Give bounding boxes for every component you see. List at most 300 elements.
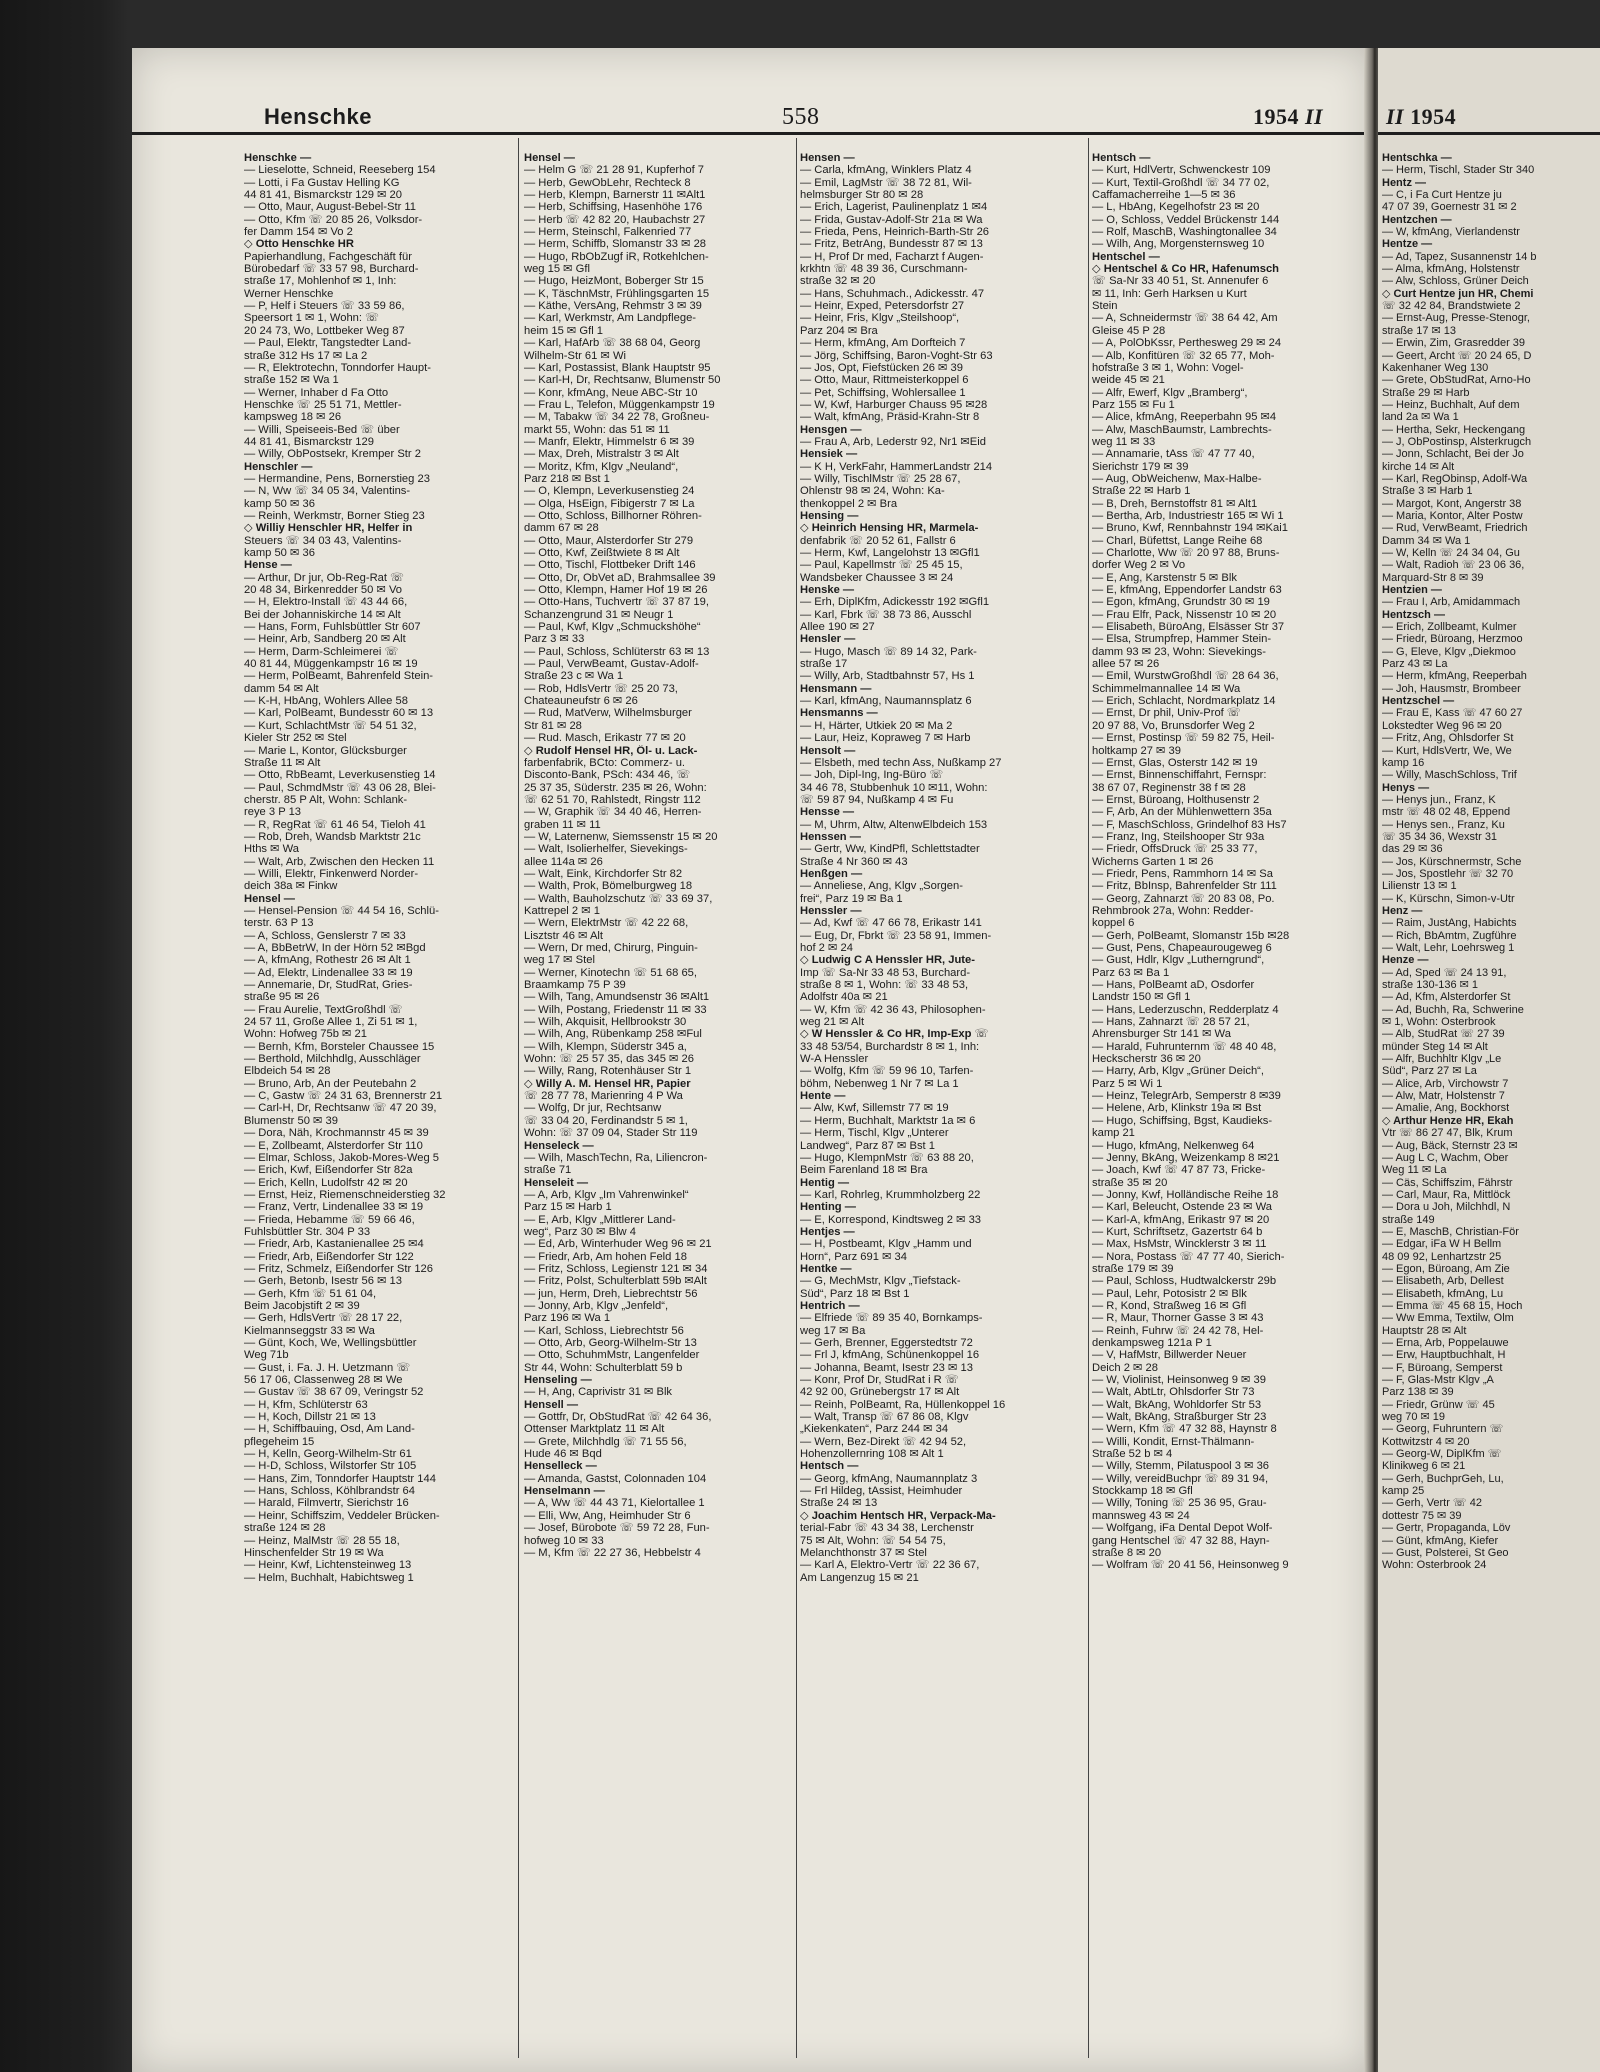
- directory-entry: — Ed, Arb, Winterhuder Weg 96 ✉ 21: [524, 1238, 712, 1251]
- directory-entry: — Wolfram ☏ 20 41 56, Heinsonweg 9: [1092, 1559, 1289, 1572]
- directory-entry: — R, Maur, Thorner Gasse 3 ✉ 43: [1092, 1312, 1264, 1325]
- directory-entry: — Hugo, RbObZugf iR, Rotkehlchen-: [524, 250, 709, 263]
- directory-entry: — Jos, Spostlehr ☏ 32 70: [1382, 867, 1514, 880]
- directory-entry: Lokstedter Weg 96 ✉ 20: [1382, 719, 1502, 732]
- directory-entry: denkampsweg 121a P 1: [1092, 1337, 1212, 1349]
- directory-entry: kamp 16: [1382, 756, 1425, 769]
- directory-entry: dorfer Weg 2 ✉ Vo: [1092, 559, 1186, 572]
- directory-entry: — Alice, Arb, Virchowstr 7: [1382, 1077, 1509, 1090]
- directory-entry: — Gerh, Brenner, Eggerstedtstr 72: [800, 1337, 973, 1349]
- directory-entry: — Wilh, Tang, Amundsenstr 36 ✉Alt1: [524, 991, 710, 1004]
- directory-entry: — Reinh, Fuhrw ☏ 24 42 78, Hel-: [1092, 1324, 1264, 1337]
- directory-entry: — Edgar, iFa W H Bellm: [1382, 1238, 1502, 1251]
- directory-entry: Straße 52 b ✉ 4: [1092, 1448, 1173, 1461]
- directory-entry: Landweg“, Parz 87 ✉ Bst 1: [800, 1139, 935, 1152]
- directory-entry: — Jenny, BkAng, Weizenkamp 8 ✉21: [1092, 1151, 1280, 1164]
- directory-entry: Vtr ☏ 86 27 47, Blk, Krum: [1382, 1127, 1513, 1140]
- directory-entry: — G, MechMstr, Klgv „Tiefstack-: [800, 1275, 961, 1288]
- directory-entry: — Otto, RbBeamt, Leverkusenstieg 14: [244, 769, 436, 782]
- directory-entry: Wohn: Osterbrook 24: [1382, 1559, 1487, 1572]
- directory-heading: ◇ Williy Henschler HR, Helfer in: [244, 522, 413, 535]
- directory-entry: — Fritz, Ang, Ohlsdorfer St: [1382, 732, 1514, 745]
- directory-entry: — W, kfmAng, Vierlandenstr: [1382, 226, 1520, 239]
- directory-entry: ☏ 35 34 36, Wexstr 31: [1382, 830, 1498, 843]
- directory-entry: — Gertr, Propaganda, Löv: [1382, 1522, 1511, 1535]
- directory-entry: — Georg, kfmAng, Naumannplatz 3: [800, 1472, 978, 1485]
- directory-entry: — Alw, MaschBaumstr, Lambrechts-: [1092, 423, 1272, 436]
- directory-heading: Hensiek —: [800, 448, 858, 461]
- directory-entry: — Alice, kfmAng, Reeperbahn 95 ✉4: [1092, 411, 1277, 424]
- directory-entry: — Paul, VerwBeamt, Gustav-Adolf-: [524, 658, 699, 671]
- directory-entry: — J, ObPostinsp, Alsterkrugch: [1382, 435, 1532, 448]
- directory-entry: — A, Schneidermstr ☏ 38 64 42, Am: [1092, 312, 1278, 325]
- directory-entry: weg“, Parz 30 ✉ Blw 4: [524, 1225, 636, 1238]
- directory-entry: Parz 63 ✉ Ba 1: [1092, 966, 1170, 979]
- directory-heading: Hentsch —: [1092, 152, 1151, 164]
- directory-entry: — M, Tabakw ☏ 34 22 78, Großneu-: [524, 411, 710, 424]
- directory-entry: — Fritz, Schmelz, Eißendorfer Str 126: [244, 1262, 434, 1275]
- directory-entry: — Erich, Schlacht, Nordmarkplatz 14: [1092, 695, 1276, 708]
- directory-entry: — Egon, kfmAng, Grundstr 30 ✉ 19: [1092, 596, 1270, 609]
- directory-entry: weide 45 ✉ 21: [1092, 374, 1165, 387]
- directory-entry: kamp 50 ✉ 36: [244, 547, 315, 559]
- directory-entry: — Laur, Heiz, Kopraweg 7 ✉ Harb: [800, 732, 971, 745]
- header-rule: [132, 132, 1364, 135]
- directory-heading: Hense —: [244, 559, 292, 572]
- directory-entry: 34 46 78, Stubbenhuk 10 ✉11, Wohn:: [800, 781, 988, 794]
- directory-entry: Werner Henschke: [244, 287, 334, 300]
- directory-entry: — Paul, Lehr, Potosistr 2 ✉ Blk: [1092, 1287, 1247, 1300]
- directory-entry: — K, TäschnMstr, Frühlingsgarten 15: [524, 287, 710, 300]
- directory-heading: Hentrich —: [800, 1299, 860, 1312]
- directory-entry: — R, Elektrotechn, Tonndorfer Haupt-: [244, 361, 431, 374]
- directory-entry: 24 57 11, Große Allee 1, Zi 51 ✉ 1,: [244, 1016, 418, 1029]
- directory-entry: — Willi, Kondit, Ernst-Thälmann-: [1092, 1435, 1255, 1448]
- directory-entry: farbenfabrik, BCto: Commerz- u.: [524, 756, 686, 769]
- directory-entry: — Willy, Rang, Rotenhäuser Str 1: [524, 1065, 692, 1078]
- directory-entry: Fuhlsbüttler Str. 304 P 33: [244, 1225, 371, 1238]
- directory-entry: damm 67 ✉ 28: [524, 522, 599, 535]
- directory-entry: Wohn: ☏ 25 57 35, das 345 ✉ 26: [524, 1053, 694, 1066]
- directory-entry: — Raim, JustAng, Habichts: [1382, 917, 1517, 930]
- directory-entry: — Elsa, Strumpfrep, Hammer Stein-: [1092, 633, 1272, 646]
- directory-entry: — Lotti, i Fa Gustav Helling KG: [244, 176, 400, 189]
- directory-entry: — Gerh, Betonb, Isestr 56 ✉ 13: [244, 1275, 402, 1288]
- directory-entry: — Moritz, Kfm, Klgv „Neuland“,: [524, 460, 679, 473]
- directory-entry: — Walt, Arb, Zwischen den Hecken 11: [244, 855, 435, 868]
- directory-entry: — Willy, Stemm, Pilatuspool 3 ✉ 36: [1092, 1460, 1270, 1473]
- directory-entry: — Amanda, Gastst, Colonnaden 104: [524, 1472, 707, 1485]
- directory-entry: Schimmelmannallee 14 ✉ Wa: [1092, 682, 1241, 695]
- directory-entry: — A, kfmAng, Rothestr 26 ✉ Alt 1: [244, 954, 411, 967]
- directory-entry: — Jonny, Kwf, Holländische Reihe 18: [1092, 1188, 1279, 1201]
- directory-entry: weg 17 ✉ Stel: [524, 954, 595, 967]
- directory-entry: — Ernst, Büroang, Holthusenstr 2: [1092, 793, 1260, 806]
- directory-entry: straße 179 ✉ 39: [1092, 1262, 1174, 1275]
- directory-entry: — E, MaschB, Christian-För: [1382, 1225, 1519, 1238]
- directory-entry: — Karl, Schloss, Liebrechtstr 56: [524, 1324, 684, 1337]
- directory-entry: straße 17: [800, 658, 848, 671]
- directory-entry: — Fritz, BetrAng, Bundesstr 87 ✉ 13: [800, 238, 983, 251]
- directory-entry: — Frau Aurelie, TextGroßhdl ☏: [244, 1003, 403, 1016]
- directory-heading: ◇ Joachim Hentsch HR, Verpack-Ma-: [800, 1509, 996, 1522]
- directory-entry: — Walt, Lehr, Loehrsweg 1: [1382, 942, 1515, 954]
- directory-entry: straße 71: [524, 1164, 572, 1177]
- directory-entry: — Erich, Lagerist, Paulinenplatz 1 ✉4: [800, 201, 988, 214]
- directory-entry: — W, Kwf, Harburger Chauss 95 ✉28: [800, 398, 988, 411]
- directory-entry: — Frieda, Pens, Heinrich-Barth-Str 26: [800, 226, 990, 239]
- directory-heading: Henselleck —: [524, 1460, 597, 1473]
- directory-entry: — C, Gastw ☏ 24 31 63, Brennerstr 21: [244, 1090, 443, 1103]
- directory-entry: — Charl, Büfettst, Lange Reihe 68: [1092, 534, 1263, 547]
- directory-entry: — Pet, Schiffsing, Wohlersallee 1: [800, 386, 966, 399]
- directory-entry: — Frl Hildeg, tAssist, Heimhuder: [800, 1485, 963, 1498]
- directory-entry: — Ad, Buchh, Ra, Schwerine: [1382, 1003, 1524, 1016]
- directory-entry: — Herm, Steinschl, Falkenried 77: [524, 226, 692, 239]
- directory-entry: — Reinh, Werkmstr, Borner Stieg 23: [244, 509, 425, 522]
- directory-entry: — Frau L, Telefon, Müggenkampstr 19: [524, 398, 715, 411]
- directory-entry: heim 15 ✉ Gfl 1: [524, 324, 604, 337]
- directory-entry: — Bernh, Kfm, Borsteler Chaussee 15: [244, 1040, 435, 1053]
- directory-entry: — Hans, Schuhmach., Adickesstr. 47: [800, 287, 985, 300]
- directory-entry: — Max, Dreh, Mistralstr 3 ✉ Alt: [524, 448, 679, 461]
- directory-entry: graben 11 ✉ 11: [524, 818, 601, 831]
- directory-entry: — Frieda, Hebamme ☏ 59 66 46,: [244, 1213, 415, 1226]
- directory-entry: — Ad, Kfm, Alsterdorfer St: [1382, 991, 1511, 1004]
- directory-entry: — Hensel-Pension ☏ 44 54 16, Schlü-: [244, 904, 439, 917]
- directory-entry: straße 8 ✉ 20: [1092, 1546, 1162, 1559]
- directory-entry: — Herb, Klempn, Barnerstr 11 ✉Alt1: [524, 189, 706, 202]
- directory-entry: — Wern, Dr med, Chirurg, Pinguin-: [524, 942, 698, 954]
- directory-entry: — P, Helf i Steuers ☏ 33 59 86,: [244, 300, 405, 313]
- directory-entry: — Walt, kfmAng, Präsid-Krahn-Str 8: [800, 411, 980, 424]
- directory-entry: Straße 24 ✉ 13: [800, 1497, 878, 1510]
- directory-entry: — Karl, Werkmstr, Am Landpflege-: [524, 312, 697, 325]
- directory-entry: Straße 3 ✉ Harb 1: [1382, 485, 1473, 498]
- directory-heading: Henssler —: [800, 904, 862, 917]
- directory-entry: — Joh, Dipl-Ing, Ing-Büro ☏: [800, 769, 944, 782]
- directory-entry: ☏ 33 04 20, Ferdinandstr 5 ✉ 1,: [524, 1114, 688, 1127]
- directory-entry: „Kiekenkaten“, Parz 244 ✉ 34: [800, 1423, 949, 1436]
- directory-entry: — Otto, Dr, ObVet aD, Brahmsallee 39: [524, 571, 716, 584]
- directory-entry: land 2a ✉ Wa 1: [1382, 411, 1459, 424]
- directory-entry: — Frau I, Arb, Amidammach: [1382, 596, 1521, 609]
- directory-entry: — Herb ☏ 42 82 20, Haubachstr 27: [524, 213, 706, 226]
- directory-entry: Heckscherstr 36 ✉ 20: [1092, 1053, 1201, 1066]
- directory-entry: — Jos, Kürschnermstr, Sche: [1382, 855, 1522, 868]
- directory-entry: thenkoppel 2 ✉ Bra: [800, 497, 898, 510]
- directory-entry: — H, Prof Dr med, Facharzt f Augen-: [800, 250, 984, 263]
- directory-entry: — Wolfg, Kfm ☏ 59 96 10, Tarfen-: [800, 1065, 974, 1078]
- directory-entry: Caffamacherreihe 1—5 ✉ 36: [1092, 189, 1236, 202]
- directory-heading: ◇ Arthur Henze HR, Ekah: [1382, 1114, 1514, 1127]
- directory-entry: — H, Härter, Utkiek 20 ✉ Ma 2: [800, 719, 953, 732]
- directory-entry: — Harald, Fuhrunternm ☏ 48 40 48,: [1092, 1040, 1277, 1053]
- directory-entry: — Hans, Zim, Tonndorfer Hauptstr 144: [244, 1472, 436, 1485]
- directory-entry: — Emma ☏ 45 68 15, Hoch: [1382, 1299, 1523, 1312]
- directory-entry: — F, Glas-Mstr Klgv „A: [1382, 1374, 1494, 1387]
- directory-entry: — Paul, Kwf, Klgv „Schmuckshöhe“: [524, 621, 701, 634]
- directory-entry: — O, Schloss, Veddel Brückenstr 144: [1092, 213, 1280, 226]
- directory-entry: — Bruno, Arb, An der Peutebahn 2: [244, 1077, 417, 1090]
- directory-entry: straße 124 ✉ 28: [244, 1522, 326, 1535]
- directory-entry: straße 17, Mohlenhof ✉ 1, Inh:: [244, 275, 397, 288]
- directory-entry: — E, kfmAng, Eppendorfer Landstr 63: [1092, 584, 1282, 597]
- directory-entry: Parz 43 ✉ La: [1382, 658, 1448, 671]
- directory-entry: — Hertha, Sekr, Heckengang: [1382, 423, 1526, 436]
- directory-entry: — Gottfr, Dr, ObStudRat ☏ 42 64 36,: [524, 1411, 712, 1424]
- directory-entry: Speersort 1 ✉ 1, Wohn: ☏: [244, 312, 380, 325]
- directory-entry: terstr. 63 P 13: [244, 917, 314, 930]
- directory-entry: — Karl, HafArb ☏ 38 68 04, Georg: [524, 337, 701, 350]
- column-divider: [1088, 138, 1089, 2058]
- directory-entry: Imp ☏ Sa-Nr 33 48 53, Burchard-: [800, 966, 971, 979]
- directory-entry: — Frl J, kfmAng, Schünenkoppel 16: [800, 1349, 980, 1362]
- directory-entry: — Kurt, Textil-Großhdl ☏ 34 77 02,: [1092, 176, 1270, 189]
- directory-heading: Henßgen —: [800, 867, 863, 880]
- directory-entry: — Wilh, Postang, Friedenstr 11 ✉ 33: [524, 1003, 707, 1016]
- directory-entry: — Alw, Matr, Holstenstr 7: [1382, 1090, 1505, 1103]
- directory-entry: — Fritz, Schloss, Legienstr 121 ✉ 34: [524, 1262, 708, 1275]
- directory-entry: Hths ✉ Wa: [244, 843, 299, 856]
- directory-entry: cherstr. 85 P Alt, Wohn: Schlank-: [244, 793, 408, 806]
- facing-page-column: [1382, 152, 1600, 2052]
- directory-entry: deich 38a ✉ Finkw: [244, 880, 338, 893]
- directory-entry: — Paul, Schloss, Schlüterstr 63 ✉ 13: [524, 645, 710, 658]
- directory-entry: — Werner, Kinotechn ☏ 51 68 65,: [524, 966, 697, 979]
- directory-entry: — Helene, Arb, Klinkstr 19a ✉ Bst: [1092, 1102, 1262, 1115]
- directory-entry: — Walt, Transp ☏ 67 86 08, Klgv: [800, 1411, 969, 1424]
- directory-entry: — Otto, Klempn, Hamer Hof 19 ✉ 26: [524, 584, 708, 597]
- directory-entry: — W, Kelln ☏ 24 34 04, Gu: [1382, 547, 1520, 559]
- directory-entry: — Walt, Eink, Kirchdorfer Str 82: [524, 867, 683, 880]
- directory-entry: weg 11 ✉ 33: [1092, 435, 1156, 448]
- directory-entry: — Eug, Dr, Fbrkt ☏ 23 58 91, Immen-: [800, 929, 992, 942]
- directory-entry: — Walth, Prok, Bömelburgweg 18: [524, 880, 693, 893]
- directory-entry: — Herm, Darm-Schleimerei ☏: [244, 645, 399, 658]
- directory-entry: — Ernst, Postinsp ☏ 59 82 75, Heil-: [1092, 732, 1275, 745]
- directory-entry: münder Steg 14 ✉ Alt: [1382, 1040, 1488, 1053]
- directory-entry: — Helm G ☏ 21 28 91, Kupferhof 7: [524, 164, 705, 177]
- directory-entry: — B, Dreh, Bernstoffstr 81 ✉ Alt1: [1092, 497, 1258, 510]
- directory-entry: — Wern, ElektrMstr ☏ 42 22 68,: [524, 917, 689, 930]
- directory-entry: — Jonn, Schlacht, Bei der Jo: [1382, 448, 1524, 461]
- directory-entry: Süd“, Parz 18 ✉ Bst 1: [800, 1287, 910, 1300]
- directory-entry: Hinschenfelder Str 19 ✉ Wa: [244, 1546, 384, 1559]
- directory-heading: Henseleit —: [524, 1176, 589, 1189]
- directory-entry: Kakenhaner Weg 130: [1382, 361, 1489, 374]
- directory-entry: straße 17 ✉ 13: [1382, 324, 1457, 337]
- directory-entry: — Gust, Pens, Chapeaurougeweg 6: [1092, 942, 1272, 954]
- directory-entry: — G, Eleve, Klgv „Diekmoo: [1382, 645, 1516, 658]
- directory-entry: — Alfr, Buchhltr Klgv „Le: [1382, 1053, 1502, 1066]
- directory-entry: Bürobedarf ☏ 33 57 98, Burchard-: [244, 263, 419, 276]
- directory-entry: Schanzengrund 31 ✉ Neugr 1: [524, 608, 674, 621]
- directory-entry: — W, Graphik ☏ 34 40 46, Herren-: [524, 806, 702, 819]
- directory-entry: reye 3 P 13: [244, 806, 302, 819]
- directory-entry: Hauptstr 28 ✉ Alt: [1382, 1324, 1467, 1337]
- directory-entry: — Ad, Elektr, Lindenallee 33 ✉ 19: [244, 966, 413, 979]
- directory-entry: — Gerh, BuchprGeh, Lu,: [1382, 1472, 1504, 1485]
- directory-entry: straße 8 ✉ 1, Wohn: ☏ 33 48 53,: [800, 979, 969, 992]
- directory-entry: — Berthold, Milchhdlg, Ausschläger: [244, 1053, 421, 1066]
- directory-entry: — Ad, Tapez, Susannenstr 14 b: [1382, 250, 1537, 263]
- directory-entry: damm 54 ✉ Alt: [244, 682, 319, 695]
- directory-entry: — Grete, ObStudRat, Arno-Ho: [1382, 374, 1531, 387]
- directory-entry: — Bertha, Arb, Industriestr 165 ✉ Wi 1: [1092, 509, 1284, 522]
- directory-heading: Hensel —: [244, 892, 295, 905]
- directory-heading: Hensel —: [524, 152, 575, 164]
- directory-entry: — jun, Herm, Dreh, Liebrechtstr 56: [524, 1287, 698, 1300]
- directory-entry: 38 67 07, Reginenstr 38 f ✉ 28: [1092, 781, 1246, 794]
- directory-entry: krkhtn ☏ 48 39 36, Curschmann-: [800, 263, 968, 276]
- directory-heading: ◇ Ludwig C A Henssler HR, Jute-: [800, 954, 975, 967]
- directory-entry: — Gust, Polsterei, St Geo: [1382, 1546, 1509, 1559]
- directory-heading: Henys —: [1382, 781, 1430, 794]
- directory-entry: Kottwitzstr 4 ✉ 20: [1382, 1435, 1470, 1448]
- directory-entry: allee 57 ✉ 26: [1092, 658, 1160, 671]
- directory-entry: — Alb, Konfitüren ☏ 32 65 77, Moh-: [1092, 349, 1275, 362]
- directory-entry: Lisztstr 46 ✉ Alt: [524, 929, 604, 942]
- directory-entry: 40 81 44, Müggenkampstr 16 ✉ 19: [244, 658, 418, 671]
- directory-heading: Hentsch —: [800, 1460, 859, 1473]
- directory-heading: Henselmann —: [524, 1485, 605, 1498]
- directory-entry: — F, Büroang, Semperst: [1382, 1361, 1503, 1374]
- directory-entry: gang Hentschel ☏ 47 32 88, Hayn-: [1092, 1534, 1270, 1547]
- directory-entry: weg 21 ✉ Alt: [800, 1016, 865, 1029]
- directory-entry: — Otto, Kwf, Zeißtwiete 8 ✉ Alt: [524, 547, 680, 559]
- directory-entry: — Frau Elfr, Pack, Nissenstr 10 ✉ 20: [1092, 608, 1277, 621]
- directory-entry: — Henys jun., Franz, K: [1382, 793, 1496, 806]
- directory-entry: Melanchthonstr 37 ✉ Stel: [800, 1546, 927, 1559]
- directory-entry: — A, BbBetrW, In der Hörn 52 ✉Bgd: [244, 942, 426, 954]
- directory-entry: — W, Violinist, Heinsonweg 9 ✉ 39: [1092, 1374, 1266, 1387]
- directory-entry: Ahrensburger Str 141 ✉ Wa: [1092, 1028, 1231, 1041]
- directory-entry: — Margot, Kont, Angerstr 38: [1382, 497, 1522, 510]
- directory-entry: — Heinr, Exped, Petersdorfstr 27: [800, 300, 965, 313]
- directory-entry: — Josef, Bürobote ☏ 59 72 28, Fun-: [524, 1522, 710, 1535]
- directory-entry: — Otto, Kfm ☏ 20 85 26, Volksdor-: [244, 213, 423, 226]
- directory-entry: holtkamp 27 ✉ 39: [1092, 744, 1181, 757]
- running-head-name: Henschke: [264, 104, 372, 129]
- directory-entry: — Willy, TischlMstr ☏ 25 28 67,: [800, 472, 961, 485]
- directory-heading: Hensolt —: [800, 744, 856, 757]
- directory-entry: Stein: [1092, 300, 1118, 313]
- directory-entry: Ottenser Marktplatz 11 ✉ Alt: [524, 1423, 665, 1436]
- directory-entry: Marquard-Str 8 ✉ 39: [1382, 571, 1484, 584]
- directory-entry: Sierichstr 179 ✉ 39: [1092, 460, 1189, 473]
- directory-entry: — Karl, PolBeamt, Bundesstr 60 ✉ 13: [244, 707, 434, 720]
- directory-entry: Parz 218 ✉ Bst 1: [524, 472, 610, 485]
- directory-heading: Henssen —: [800, 830, 861, 843]
- directory-heading: Hentz —: [1382, 176, 1426, 189]
- directory-column-4: [1092, 152, 1354, 2052]
- directory-entry: — Willi, Speiseeis-Bed ☏ über: [244, 423, 400, 436]
- directory-entry: — Ad, Sped ☏ 24 13 91,: [1382, 966, 1507, 979]
- directory-entry: — Ernst, Dr phil, Univ-Prof ☏: [1092, 707, 1241, 720]
- directory-entry: Horn“, Parz 691 ✉ 34: [800, 1250, 908, 1263]
- directory-entry: weg 15 ✉ Gfl: [524, 263, 590, 276]
- directory-entry: — Hans, Form, Fuhlsbüttler Str 607: [244, 621, 421, 634]
- directory-entry: — Paul, Kapellmstr ☏ 25 45 15,: [800, 559, 963, 572]
- directory-entry: — Paul, Schloss, Hudtwalckerstr 29b: [1092, 1275, 1277, 1288]
- directory-entry: damm 93 ✉ 23, Wohn: Sievekings-: [1092, 645, 1266, 658]
- directory-entry: — Rud, VerwBeamt, Friedrich: [1382, 522, 1528, 535]
- directory-entry: — Geert, Archt ☏ 20 24 65, D: [1382, 349, 1532, 362]
- directory-entry: — Wilh, MaschTechn, Ra, Liliencron-: [524, 1151, 708, 1164]
- directory-entry: Wandsbeker Chaussee 3 ✉ 24: [800, 571, 954, 584]
- directory-entry: — Herb, Schiffsing, Hasenhöhe 176: [524, 201, 703, 214]
- directory-entry: — E, Korrespond, Kindtsweg 2 ✉ 33: [800, 1213, 982, 1226]
- directory-entry: — Willy, Arb, Stadtbahnstr 57, Hs 1: [800, 670, 975, 683]
- directory-heading: Hentze —: [1382, 238, 1433, 251]
- directory-entry: Str 81 ✉ 28: [524, 719, 582, 732]
- directory-entry: 47 07 39, Goernestr 31 ✉ 2: [1382, 201, 1517, 214]
- directory-entry: straße 149: [1382, 1213, 1435, 1226]
- directory-entry: Straße 23 c ✉ Wa 1: [524, 670, 624, 683]
- directory-entry: — Gerh, Vertr ☏ 42: [1382, 1497, 1482, 1510]
- directory-entry: Gleise 45 P 28: [1092, 324, 1166, 337]
- directory-entry: helmsburger Str 80 ✉ 28: [800, 189, 924, 202]
- directory-entry: — Fritz, BbInsp, Bahrenfelder Str 111: [1092, 880, 1277, 893]
- directory-entry: — Hugo, HeizMont, Boberger Str 15: [524, 275, 704, 288]
- directory-entry: — H, Koch, Dillstr 21 ✉ 13: [244, 1411, 376, 1424]
- directory-entry: — Käthe, VersAng, Rehmstr 3 ✉ 39: [524, 300, 702, 313]
- directory-entry: — Wolfg, Dr jur, Rechtsanw: [524, 1102, 662, 1115]
- directory-heading: Hentzchen —: [1382, 213, 1452, 226]
- directory-entry: koppel 6: [1092, 917, 1135, 930]
- directory-entry: — H, Kelln, Georg-Wilhelm-Str 61: [244, 1448, 412, 1461]
- directory-entry: Weg 71b: [244, 1349, 289, 1362]
- directory-heading: ◇ Hentschel & Co HR, Hafenumsch: [1092, 263, 1280, 276]
- directory-entry: — Friedr, OffsDruck ☏ 25 33 77,: [1092, 843, 1258, 856]
- directory-entry: — Rob, HdlsVertr ☏ 25 20 73,: [524, 682, 678, 695]
- directory-entry: — O, Klempn, Leverkusenstieg 24: [524, 485, 695, 498]
- directory-entry: 48 09 92, Lenhartzstr 25: [1382, 1250, 1502, 1263]
- directory-entry: — F, Arb, An der Mühlenwettern 35a: [1092, 806, 1272, 819]
- directory-entry: — Gust, i. Fa. J. H. Uetzmann ☏: [244, 1361, 411, 1374]
- directory-entry: — Hugo, KlempnMstr ☏ 63 88 20,: [800, 1151, 974, 1164]
- directory-entry: — Werner, Inhaber d Fa Otto: [244, 386, 389, 399]
- directory-entry: — Friedr, Arb, Am hohen Feld 18: [524, 1250, 687, 1263]
- directory-entry: — Karl, Fbrk ☏ 38 73 86, Ausschl: [800, 608, 972, 621]
- directory-entry: — Erh, DiplKfm, Adickesstr 192 ✉Gfl1: [800, 596, 990, 609]
- directory-entry: — Elisabeth, Arb, Dellest: [1382, 1275, 1504, 1288]
- directory-entry: — M, Uhrm, Altw, AltenwElbdeich 153: [800, 818, 988, 831]
- directory-heading: Hensler —: [800, 633, 856, 646]
- directory-entry: — A, Schloss, Genslerstr 7 ✉ 33: [244, 929, 406, 942]
- directory-entry: — Ernst-Aug, Presse-Stenogr,: [1382, 312, 1530, 325]
- directory-entry: — Kurt, HdlVertr, Schwenckestr 109: [1092, 164, 1271, 177]
- directory-heading: Hentke —: [800, 1262, 852, 1275]
- year-left: 1954: [1253, 104, 1299, 129]
- directory-entry: — Elli, Ww, Ang, Heimhuder Str 6: [524, 1509, 691, 1522]
- directory-entry: Parz 155 ✉ Fu 1: [1092, 398, 1175, 411]
- directory-entry: Braamkamp 75 P 39: [524, 979, 626, 992]
- directory-entry: — K, Kürschn, Simon-v-Utr: [1382, 892, 1515, 905]
- directory-entry: — Walt, BkAng, Straßburger Str 23: [1092, 1411, 1267, 1424]
- directory-entry: — Charlotte, Ww ☏ 20 97 88, Bruns-: [1092, 547, 1280, 559]
- directory-entry: — Alw, Schloss, Grüner Deich: [1382, 275, 1529, 288]
- directory-entry: kamp 50 ✉ 36: [244, 497, 315, 510]
- directory-entry: — Erich, Kelln, Ludolfstr 42 ✉ 20: [244, 1176, 408, 1189]
- directory-entry: — Friedr, Arb, Eißendorfer Str 122: [244, 1250, 414, 1263]
- directory-entry: — Otto-Hans, Tuchvertr ☏ 37 87 19,: [524, 596, 709, 609]
- directory-entry: — Rob, Dreh, Wandsb Marktstr 21c: [244, 830, 421, 843]
- directory-entry: kamp 25: [1382, 1485, 1425, 1498]
- directory-entry: — K-H, HbAng, Wohlers Allee 58: [244, 695, 408, 708]
- directory-entry: — Jörg, Schiffsing, Baron-Voght-Str 63: [800, 349, 993, 362]
